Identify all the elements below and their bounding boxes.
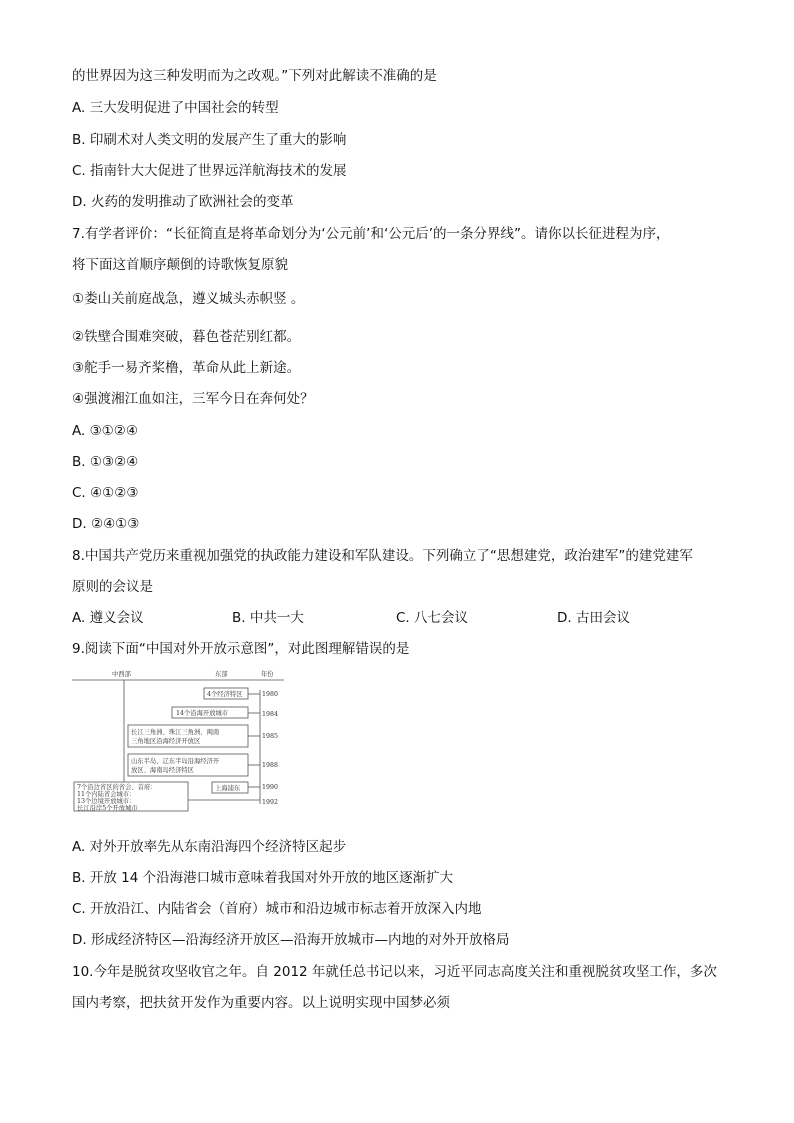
q6-stem-tail: 的世界因为这三种发明而为之改观。”下列对此解读不准确的是 bbox=[72, 68, 437, 84]
q8-option-d: D. 古田会议 bbox=[557, 610, 630, 626]
q7-poem-line4: ④强渡湘江血如注，三军今日在奔何处？ bbox=[72, 391, 314, 407]
q7-option-c: C. ④①②③ bbox=[72, 485, 139, 501]
q8-option-a: A. 遵义会议 bbox=[72, 610, 144, 626]
diagram-year-1990: 1990 bbox=[262, 784, 279, 791]
q7-poem-line1: ①娄山关前庭战急，遵义城头赤帜竖 。 bbox=[72, 291, 305, 307]
diagram-box-1990-text: 上海浦东 bbox=[215, 785, 241, 792]
diagram-box-1988-text1: 山东半岛、辽东半岛沿海经济开 bbox=[131, 758, 220, 765]
q7-poem-line2: ②铁壁合围难突破，暮色苍茫别红都。 bbox=[72, 329, 301, 345]
q8-option-b: B. 中共一大 bbox=[232, 610, 304, 626]
q10-stem-line1: 10.今年是脱贫攻坚收官之年。自 2012 年就任总书记以来，习近平同志高度关注和重视脱贫攻坚工作，多次 bbox=[72, 964, 717, 980]
diagram-box-1992-line2: 11个内陆省会城市： bbox=[77, 791, 136, 798]
q9-option-c: C. 开放沿江、内陆省会（首府）城市和沿边城市标志着开放深入内地 bbox=[72, 901, 482, 917]
diagram-box-1992-line1: 7个沿边省区的省会、首府： bbox=[77, 784, 157, 791]
q7-option-a: A. ③①②④ bbox=[72, 423, 138, 439]
q7-stem-line1: 7.有学者评价：“长征简直是将革命划分为‘公元前’和‘公元后’的一条分界线”。请你以长征进程为序， bbox=[72, 226, 670, 242]
diagram-box-1985-text1: 长江三角洲、珠江三角洲、闽南 bbox=[131, 729, 220, 736]
q8-option-c: C. 八七会议 bbox=[396, 610, 469, 626]
q6-option-c: C. 指南针大大促进了世界远洋航海技术的发展 bbox=[72, 163, 347, 179]
diagram-year-1980: 1980 bbox=[262, 691, 279, 698]
diagram-box-1984-text: 14个沿海开放城市 bbox=[176, 710, 229, 717]
q9-option-b: B. 开放 14 个沿海港口城市意味着我国对外开放的地区逐渐扩大 bbox=[72, 870, 454, 886]
diagram-box-1992-line4: 长江沿岸5个开放城市 bbox=[77, 805, 138, 812]
opening-up-diagram bbox=[72, 666, 284, 812]
diagram-year-1992: 1992 bbox=[262, 799, 279, 806]
diagram-box-1985-text2: 三角地区沿海经济开放区 bbox=[131, 738, 201, 745]
q9-stem: 9.阅读下面“中国对外开放示意图”，对此图理解错误的是 bbox=[72, 641, 410, 657]
q6-option-d: D. 火药的发明推动了欧洲社会的变革 bbox=[72, 194, 294, 210]
q9-option-a: A. 对外开放率先从东南沿海四个经济特区起步 bbox=[72, 839, 347, 855]
q6-option-b: B. 印刷术对人类文明的发展产生了重大的影响 bbox=[72, 132, 347, 148]
diagram-header-mid: 东部 bbox=[215, 671, 228, 678]
diagram-year-1988: 1988 bbox=[262, 762, 279, 769]
q10-stem-line2: 国内考察，把扶贫开发作为重要内容。以上说明实现中国梦必须 bbox=[72, 995, 450, 1011]
q9-option-d: D. 形成经济特区—沿海经济开放区—沿海开放城市—内地的对外开放格局 bbox=[72, 932, 510, 948]
diagram-header-right: 年份 bbox=[261, 671, 274, 678]
q8-stem-line1: 8.中国共产党历来重视加强党的执政能力建设和军队建设。下列确立了“思想建党，政治建军”的建党建军 bbox=[72, 548, 693, 564]
diagram-header-left: 中西部 bbox=[112, 671, 131, 678]
q6-option-a: A. 三大发明促进了中国社会的转型 bbox=[72, 100, 279, 116]
q7-option-b: B. ①③②④ bbox=[72, 454, 139, 470]
diagram-year-1984: 1984 bbox=[262, 711, 279, 718]
q7-option-d: D. ②④①③ bbox=[72, 516, 140, 532]
diagram-box-1988-text2: 放区、海南岛经济特区 bbox=[131, 767, 194, 774]
diagram-box-1980-text: 4个经济特区 bbox=[207, 691, 243, 698]
diagram-year-1985: 1985 bbox=[262, 733, 279, 740]
diagram-box-1992-line3: 13个边境开放城市： bbox=[77, 798, 136, 805]
q8-stem-line2: 原则的会议是 bbox=[72, 579, 153, 595]
q7-stem-line2: 将下面这首顺序颠倒的诗歌恢复原貌 bbox=[72, 257, 288, 273]
q7-poem-line3: ③舵手一易齐桨橹，革命从此上新途。 bbox=[72, 360, 301, 376]
